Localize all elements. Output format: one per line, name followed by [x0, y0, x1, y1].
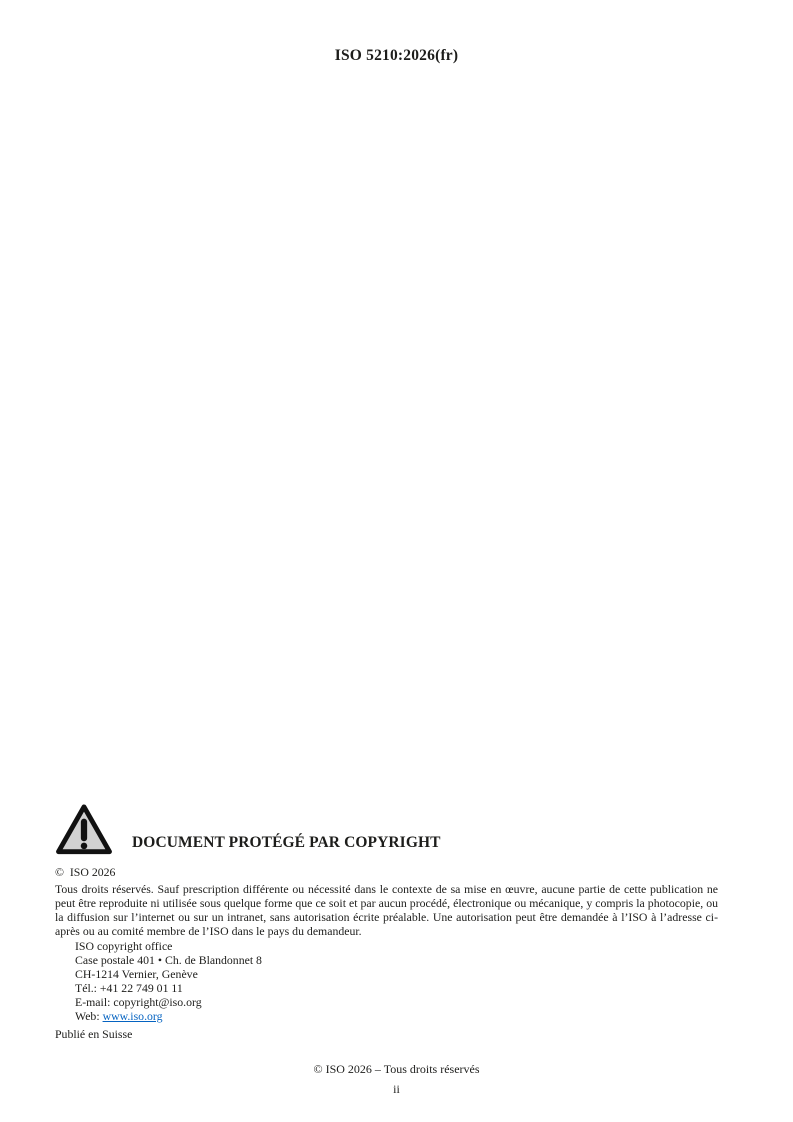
published-line: Publié en Suisse: [55, 1027, 133, 1041]
address-line-web: [75, 1009, 718, 1023]
page-number: ii: [393, 1082, 400, 1096]
iso-address-block: [75, 939, 718, 1023]
address-line-postal: Case postale 401 • Ch. de Blandonnet 8: [75, 953, 262, 967]
iso-website-link[interactable]: www.iso.org: [102, 1009, 163, 1023]
page-footer: [0, 1062, 793, 1096]
copyright-section: [55, 803, 718, 1041]
address-line-office: ISO copyright office: [75, 939, 173, 953]
document-reference-header: ISO 5210:2026(fr): [334, 47, 459, 64]
address-line-phone: Tél.: +41 22 749 01 11: [75, 981, 183, 995]
warning-triangle-icon: [55, 803, 113, 856]
footer-copyright: © ISO 2026 – Tous droits réservés: [313, 1062, 480, 1076]
copyright-heading: DOCUMENT PROTÉGÉ PAR COPYRIGHT: [132, 834, 441, 851]
address-line-email: E-mail: copyright@iso.org: [75, 995, 202, 1009]
web-label: Web:: [75, 1009, 103, 1023]
address-line-city: CH-1214 Vernier, Genève: [75, 967, 198, 981]
copyright-body-text: Tous droits réservés. Sauf prescription différente ou nécessité dans le contexte de sa mise en œuvre, aucune partie de cette publication ne peut être reproduite ni utilisée sous quelque forme que ce soit et par aucun procédé, électronique ou mécanique, y compris la photocopie, ou la diffusion sur l’internet ou sur un intranet, sans autorisation écrite préalable. Une autorisation peut être demandée à l’ISO à l’adresse ci-après ou au comité membre de l’ISO dans le pays du demandeur.: [55, 882, 718, 938]
copyright-year-line: © ISO 2026: [55, 865, 116, 879]
copyright-notice-row: [55, 803, 718, 856]
